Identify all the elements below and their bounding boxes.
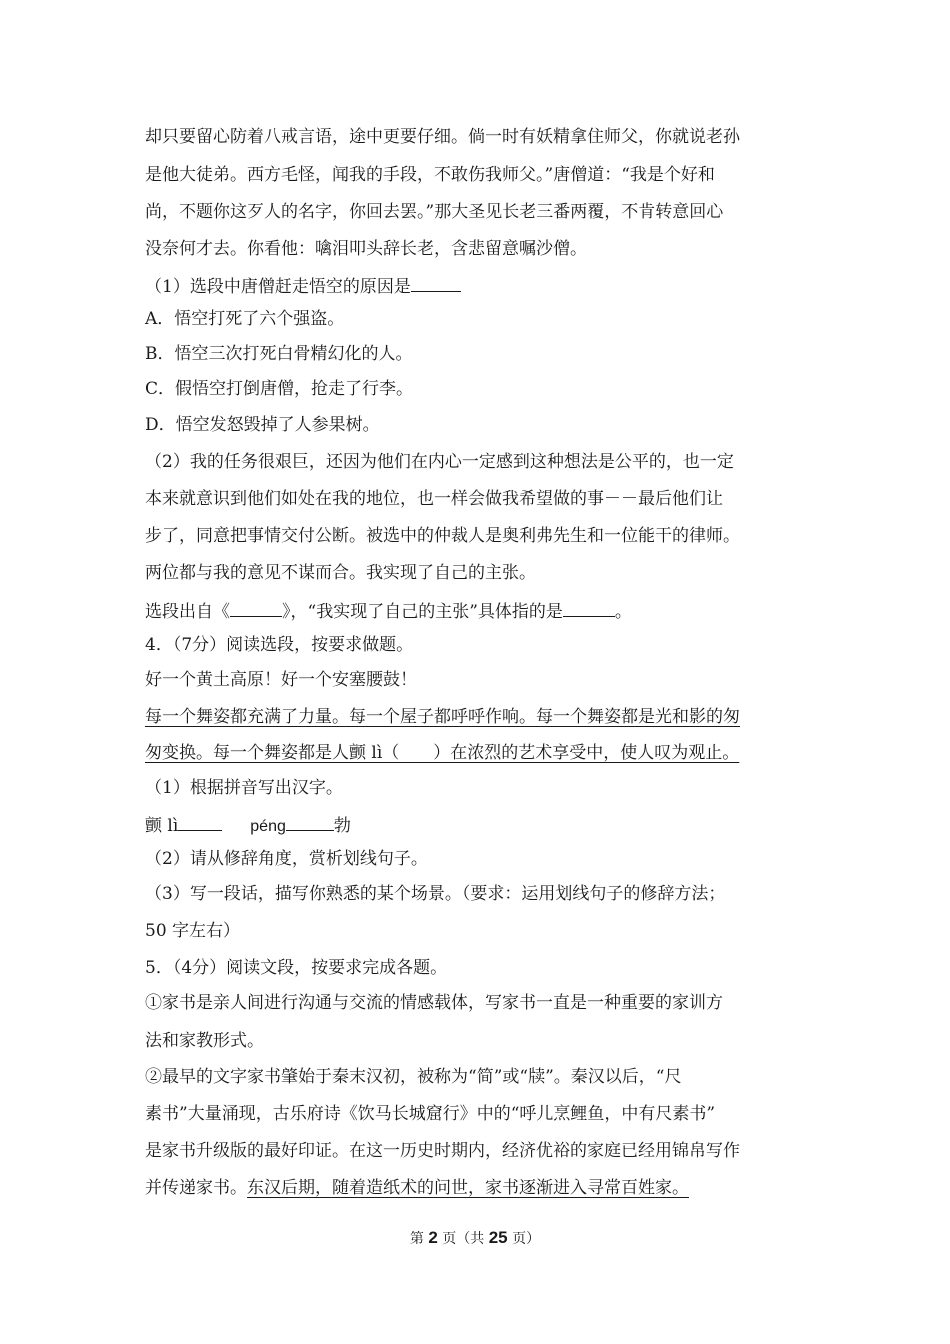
question2-ask-a: 选段出自《 xyxy=(145,602,230,622)
answer-blank xyxy=(178,812,222,831)
section5-p2-line1: ②最早的文字家书肇始于秦末汉初，被称为“简”或“牍”。秦汉以后，“尺 xyxy=(145,1067,682,1087)
pinyin-a: 颤 lì xyxy=(145,816,179,836)
section4-sub2: （2）请从修辞角度，赏析划线句子。 xyxy=(145,849,428,869)
section4-sub1: （1）根据拼音写出汉字。 xyxy=(145,778,343,798)
underlined-sentence: 东汉后期，随着造纸术的问世，家书逐渐进入寻常百姓家。 xyxy=(247,1178,689,1198)
question2-ask-b: 》，“我实现了自己的主张”具体指的是 xyxy=(282,602,563,622)
option-c: C．假悟空打倒唐僧，抢走了行李。 xyxy=(145,379,414,399)
section4-sub3-line1: （3）写一段话，描写你熟悉的某个场景。（要求：运用划线句子的修辞方法； xyxy=(145,884,726,904)
section5-heading: 5．（4分）阅读文段，按要求完成各题。 xyxy=(145,958,448,978)
page-footer xyxy=(0,1228,950,1249)
option-a: A．悟空打死了六个强盗。 xyxy=(145,309,345,329)
question2-line3: 步了，同意把事情交付公断。被选中的仲裁人是奥利弗先生和一位能干的律师。 xyxy=(145,526,740,546)
section5-p2-line3: 是家书升级版的最好印证。在这一历史时期内，经济优裕的家庭已经用锦帛写作 xyxy=(145,1141,740,1161)
pinyin-b: péng xyxy=(250,818,286,835)
passage1-line2: 是他大徒弟。西方毛怪，闻我的手段，不敢伤我师父。”唐僧道：“我是个好和 xyxy=(145,165,715,185)
answer-blank xyxy=(230,598,282,617)
question2-line1: （2）我的任务很艰巨，还因为他们在内心一定感到这种想法是公平的，也一定 xyxy=(145,452,734,472)
section5-p2-line4-plain: 并传递家书。 xyxy=(145,1178,247,1198)
question1-stem xyxy=(145,273,810,298)
question1-stem-text: （1）选段中唐僧赶走悟空的原因是 xyxy=(145,277,411,297)
underlined-sentence-line2: 匆变换。每一个舞姿都是人颤 lì（ ）在浓烈的艺术享受中，使人叹为观止。 xyxy=(145,743,740,763)
section5-p1-line2: 法和家教形式。 xyxy=(145,1031,264,1051)
passage1-line4: 没奈何才去。你看他：噙泪叩头辞长老，含悲留意嘱沙僧。 xyxy=(145,239,587,259)
answer-blank xyxy=(563,598,615,617)
answer-blank xyxy=(286,812,334,831)
section4-line1: 好一个黄土高原！好一个安塞腰鼓！ xyxy=(145,670,417,690)
footer-pre: 第 xyxy=(409,1231,424,1247)
underlined-sentence-line1: 每一个舞姿都充满了力量。每一个屋子都呼呼作响。每一个舞姿都是光和影的匆 xyxy=(145,707,740,727)
section5-p1-line1: ①家书是亲人间进行沟通与交流的情感载体，写家书一直是一种重要的家训方 xyxy=(145,993,723,1013)
footer-mid: 页（共 xyxy=(442,1231,485,1247)
passage1-line1: 却只要留心防着八戒言语，途中更要仔细。倘一时有妖精拿住师父，你就说老孙 xyxy=(145,127,740,147)
question2-ask-c: 。 xyxy=(614,602,632,622)
option-b: B．悟空三次打死白骨精幻化的人。 xyxy=(145,344,413,364)
page-number: 2 xyxy=(428,1228,438,1247)
question2-ask xyxy=(145,598,810,623)
pinyin-c: 勃 xyxy=(333,816,351,836)
footer-post: 页） xyxy=(512,1231,541,1247)
passage1-line3: 尚，不题你这歹人的名字，你回去罢。”那大圣见长老三番两覆，不肯转意回心 xyxy=(145,202,724,222)
question2-line2: 本来就意识到他们如处在我的地位，也一样会做我希望做的事－－最后他们让 xyxy=(145,489,723,509)
total-pages: 25 xyxy=(488,1228,508,1247)
question2-line4: 两位都与我的意见不谋而合。我实现了自己的主张。 xyxy=(145,563,536,583)
section4-sub3-line2: 50 字左右） xyxy=(145,921,241,941)
option-d: D．悟空发怒毁掉了人参果树。 xyxy=(145,415,380,435)
section5-p2-line2: 素书”大量涌现，古乐府诗《饮马长城窟行》中的“呼儿烹鲤鱼，中有尺素书” xyxy=(145,1104,716,1124)
section4-heading: 4．（7分）阅读选段，按要求做题。 xyxy=(145,635,414,655)
section5-p2-line4 xyxy=(145,1177,810,1199)
answer-blank xyxy=(411,273,461,292)
pinyin-row xyxy=(145,812,810,838)
